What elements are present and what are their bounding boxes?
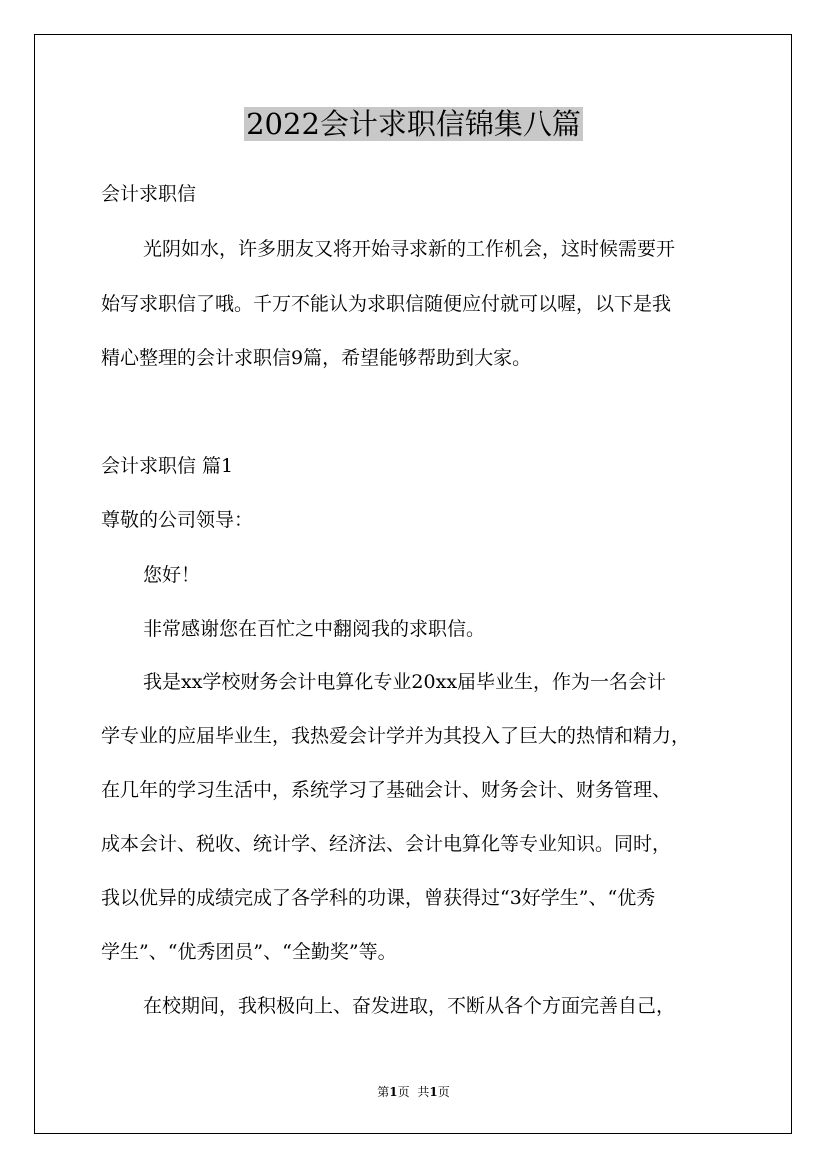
paragraph-line: 我是xx学校财务会计电算化专业20xx届毕业生，作为一名会计 bbox=[143, 671, 667, 693]
paragraph-line: 学专业的应届毕业生，我热爱会计学并为其投入了巨大的热情和精力， bbox=[101, 725, 691, 747]
letter-heading: 会计求职信 篇1 bbox=[101, 455, 234, 477]
greeting: 您好！ bbox=[143, 564, 201, 586]
footer-page-number: 1 bbox=[389, 1085, 398, 1099]
footer-total-suffix: 页 bbox=[437, 1085, 450, 1099]
paragraph-line: 在几年的学习生活中，系统学习了基础会计、财务会计、财务管理、 bbox=[101, 779, 672, 801]
document-title-text: 2022会计求职信锦集八篇 bbox=[246, 107, 581, 141]
footer-total-prefix: 共 bbox=[417, 1085, 430, 1099]
paragraph-line: 在校期间，我积极向上、奋发进取，不断从各个方面完善自己， bbox=[143, 995, 676, 1017]
paragraph-line: 成本会计、税收、统计学、经济法、会计电算化等专业知识。同时， bbox=[101, 833, 672, 855]
paragraph-line: 非常感谢您在百忙之中翻阅我的求职信。 bbox=[143, 618, 486, 640]
section-heading: 会计求职信 bbox=[101, 183, 197, 205]
page-footer bbox=[0, 1083, 827, 1100]
paragraph-line: 光阴如水，许多朋友又将开始寻求新的工作机会，这时候需要开 bbox=[143, 238, 676, 260]
footer-page-prefix: 第 bbox=[377, 1085, 390, 1099]
salutation: 尊敬的公司领导： bbox=[101, 509, 254, 531]
footer-total-number: 1 bbox=[429, 1085, 438, 1099]
paragraph-line: 始写求职信了哦。千万不能认为求职信随便应付就可以喔，以下是我 bbox=[101, 293, 672, 315]
paragraph-line: 学生”、“优秀团员”、“全勤奖”等。 bbox=[101, 941, 397, 963]
paragraph-line: 我以优异的成绩完成了各学科的功课，曾获得过“3好学生”、“优秀 bbox=[101, 887, 656, 909]
document-title bbox=[0, 102, 827, 146]
paragraph-line: 精心整理的会计求职信9篇，希望能够帮助到大家。 bbox=[101, 347, 532, 369]
footer-page-suffix: 页 bbox=[397, 1085, 410, 1099]
